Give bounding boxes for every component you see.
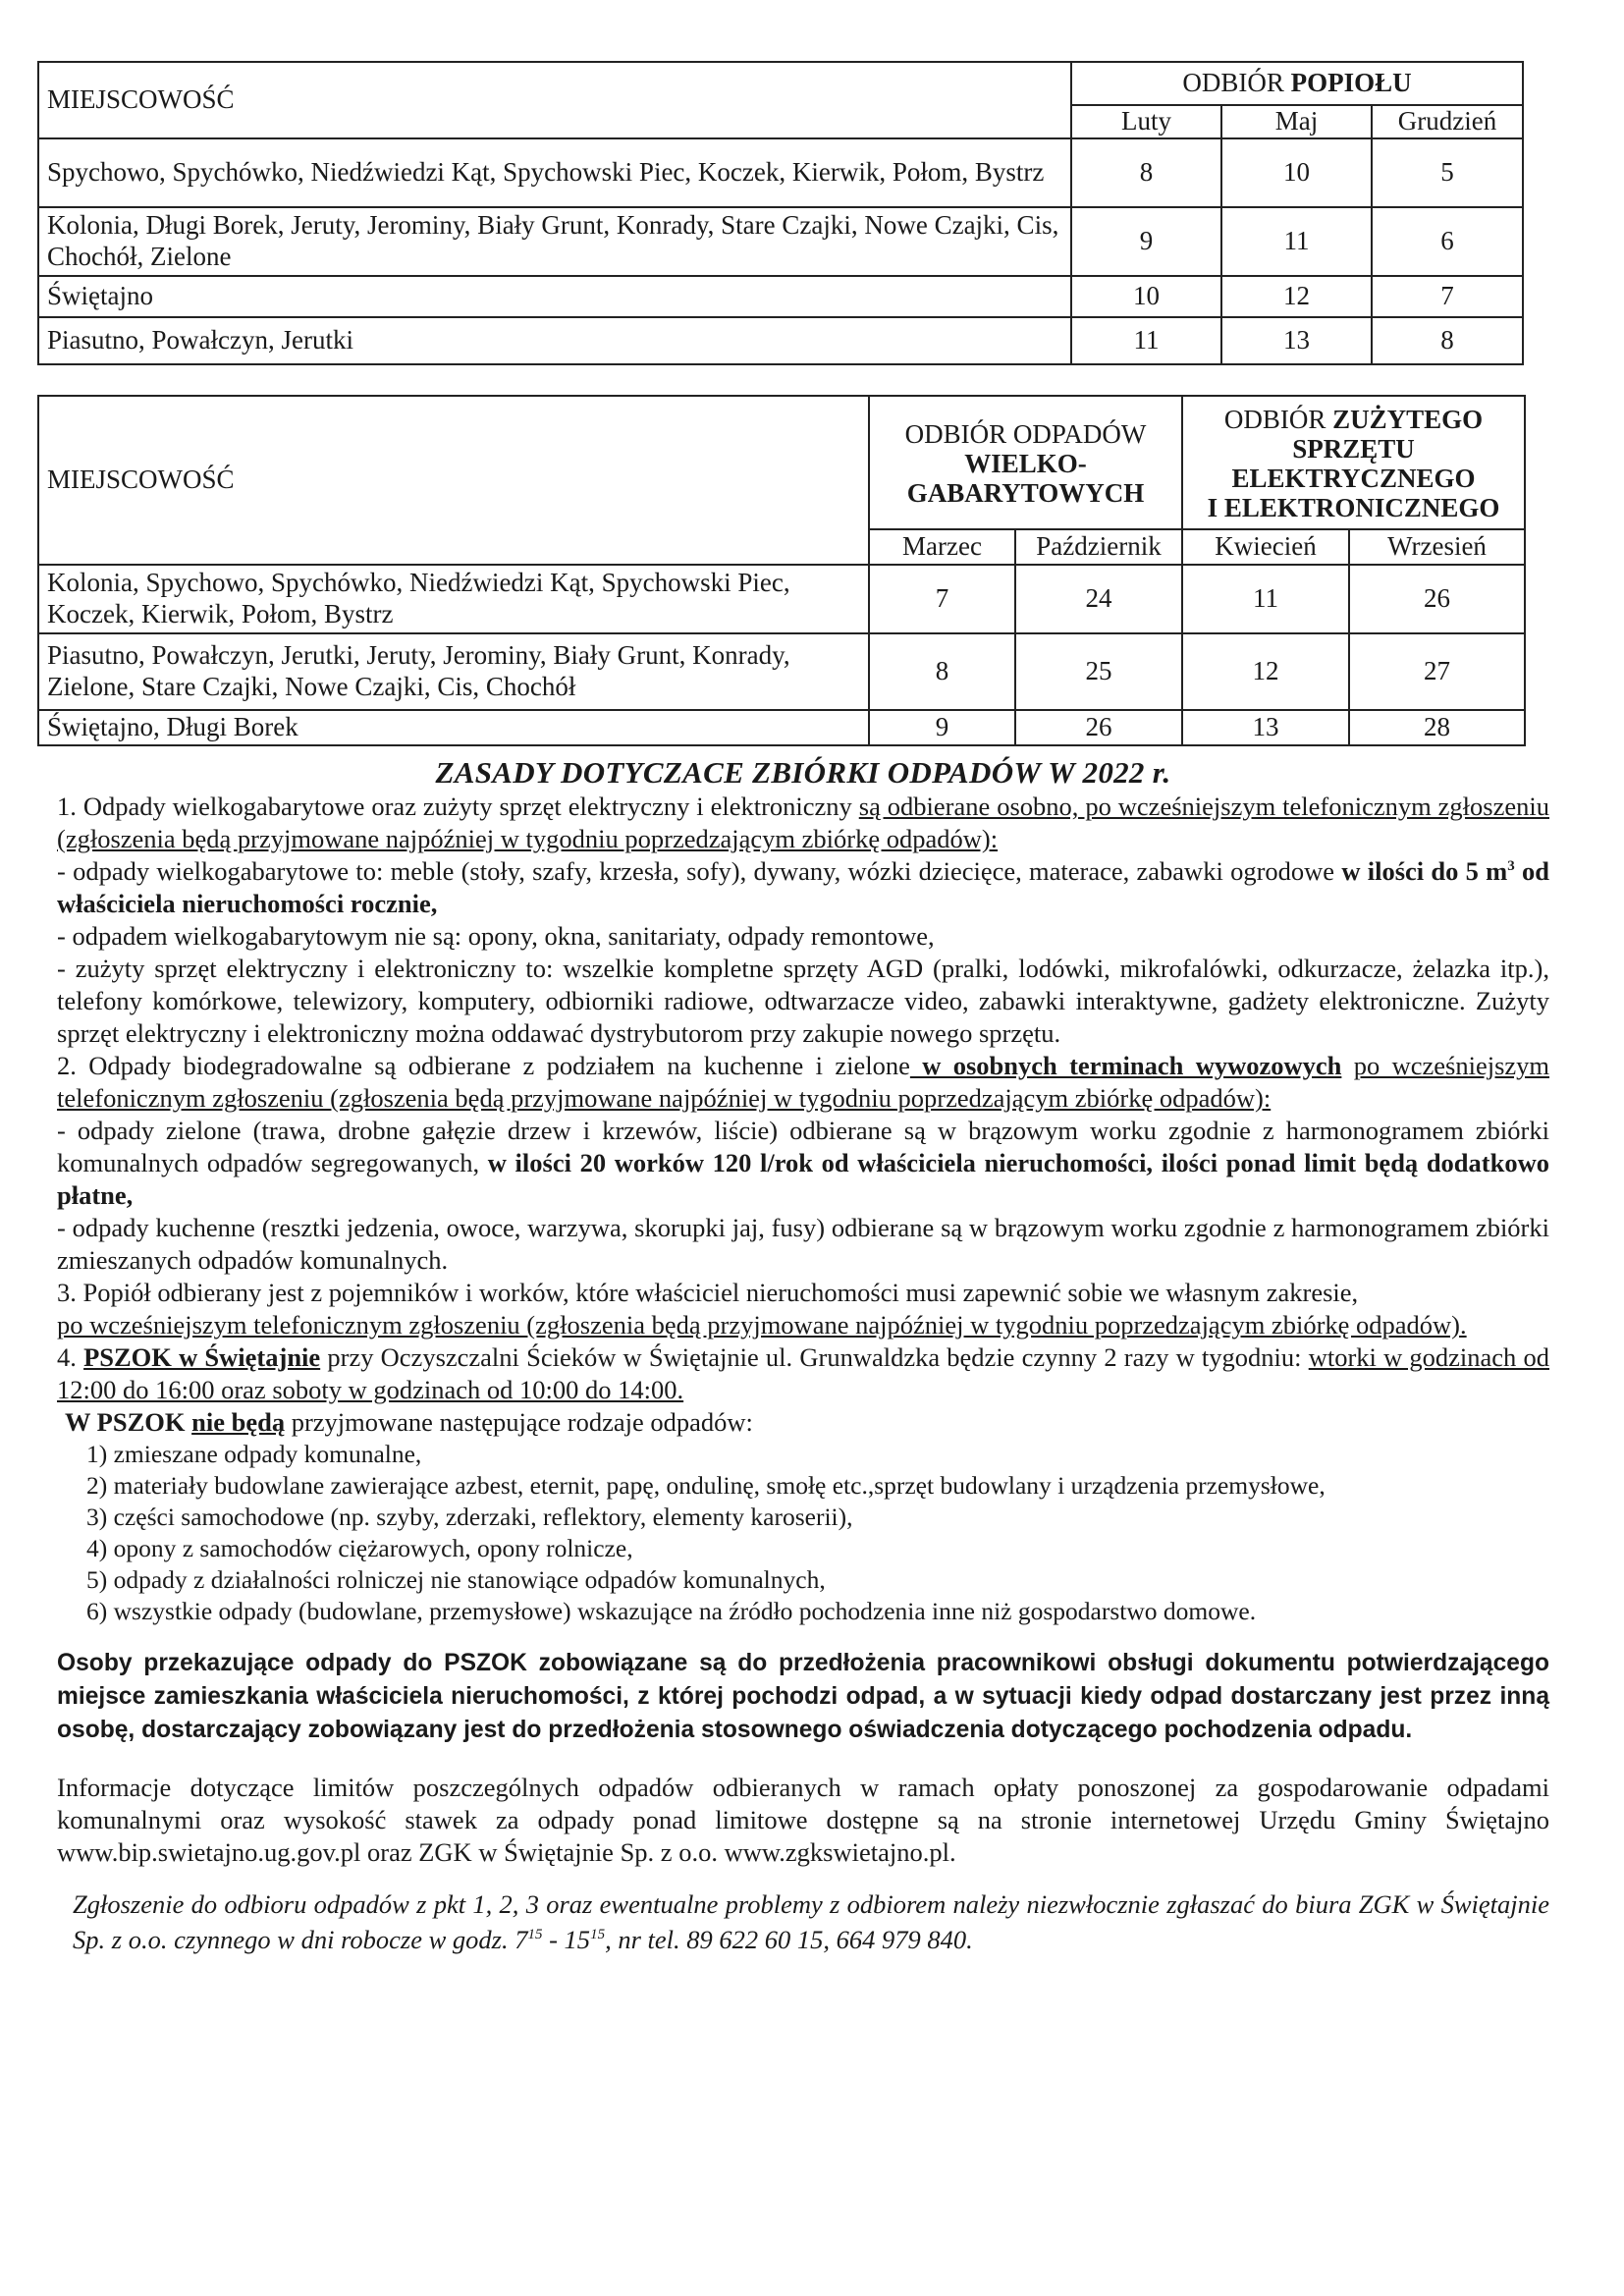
rule-1-bulky: - odpady wielkogabarytowe to: meble (stoły, szafy, krzesła, sofy), dywany, wózki dziecięce, materace, zabawki ogrodowe w ilości do 5 $m^3$ od właściciela nieruchomości rocznie, — [57, 856, 1549, 918]
table-row — [38, 317, 1523, 364]
list-item: 5) odpady z działalności rolniczej nie stanowiące odpadów komunalnych, — [86, 1565, 826, 1594]
place-cell: Spychowo, Spychówko, Niedźwiedzi Kąt, Spychowski Piec, Koczek, Kierwik, Połom, Bystrz — [38, 138, 1071, 207]
rule-1: 1. Odpady wielkogabarytowe oraz zużyty sprzęt elektryczny i elektroniczny są odbierane osobno, po wcześniejszym telefonicznym zgłoszeniu (zgłoszenia będą przyjmowane najpóźniej w tygodniu poprzedzającym zbiórkę odpadów): — [57, 792, 1549, 853]
date-cell: 24 — [1015, 565, 1182, 633]
table-row — [38, 138, 1523, 207]
month-header: Październik — [1015, 529, 1182, 565]
date-cell: 13 — [1221, 317, 1372, 364]
date-cell: 8 — [869, 633, 1015, 710]
month-header: Kwiecień — [1182, 529, 1349, 565]
pszok-ban-intro: W PSZOK nie będą przyjmowane następujące rodzaje odpadów: — [65, 1407, 753, 1437]
month-header: Maj — [1221, 105, 1372, 138]
list-item: 4) opony z samochodów ciężarowych, opony rolnicze, — [86, 1534, 633, 1562]
date-cell: 8 — [1071, 138, 1221, 207]
month-header: Marzec — [869, 529, 1015, 565]
ash-collection-table — [37, 61, 1524, 365]
collection-rules — [57, 756, 1549, 1957]
date-cell: 8 — [1372, 317, 1523, 364]
date-cell: 28 — [1349, 710, 1525, 745]
date-cell: 13 — [1182, 710, 1349, 745]
date-cell: 26 — [1349, 565, 1525, 633]
pszok-document-note: Osoby przekazujące odpady do PSZOK zobowiązane są do przedłożenia pracownikowi obsługi dokumentu potwierdzającego miejsce zamieszkania właściciela nieruchomości, z której pochodzi odpad, a w sytuacji kiedy odpad dostarczany jest przez inną osobę, dostarczający zobowiązany jest do przedłożenia stosownego oświadczenia dotyczącego pochodzenia odpadu. — [57, 1650, 1549, 1743]
limits-info: Informacje dotyczące limitów poszczególnych odpadów odbieranych w ramach opłaty ponoszonej za gospodarowanie odpadami komunalnymi oraz wysokość stawek za odpady ponad limitowe dostępne są na stronie internetowej Urzędu Gminy Świętajno www.bip.swietajno.ug.gov.pl oraz ZGK w Świętajnie Sp. z o.o. www.zgkswietajno.pl. — [57, 1772, 1549, 1867]
rule-4: 4. PSZOK w Świętajnie przy Oczyszczalni Ścieków w Świętajnie ul. Grunwaldzka będzie czynny 2 razy w tygodniu: wtorki w godzinach od 12:00 do 16:00 oraz soboty w godzinach od 10:00 do 14:00. — [57, 1342, 1550, 1404]
ash-pickup-header: ODBIÓR POPIOŁU — [1071, 62, 1523, 105]
date-cell: 12 — [1182, 633, 1349, 710]
month-header: Wrzesień — [1349, 529, 1525, 565]
place-cell: Świętajno — [38, 276, 1071, 317]
date-cell: 6 — [1372, 207, 1523, 276]
table-row — [38, 565, 1525, 633]
list-item: 3) części samochodowe (np. szyby, zderzaki, reflektory, elementy karoserii), — [86, 1503, 853, 1531]
date-cell: 10 — [1071, 276, 1221, 317]
table-row — [38, 633, 1525, 710]
date-cell: 9 — [869, 710, 1015, 745]
date-cell: 9 — [1071, 207, 1221, 276]
bulky-waste-header: ODBIÓR ODPADÓW WIELKO- GABARYTOWYCH — [869, 396, 1182, 529]
table-row — [38, 276, 1523, 317]
rule-3: 3. Popiół odbierany jest z pojemników i worków, które właściciel nieruchomości musi zapewnić sobie we własnym zakresie, — [57, 1278, 1359, 1307]
date-cell: 5 — [1372, 138, 1523, 207]
date-cell: 27 — [1349, 633, 1525, 710]
rule-2-green: - odpady zielone (trawa, drobne gałęzie drzew i krzewów, liście) odbierane są w brązowym worku zgodnie z harmonogramem zbiórki komunalnych odpadów segregowanych, w ilości 20 worków 120 l/rok od właściciela nieruchomości, ilości ponad limit będą dodatkowo płatne, — [57, 1116, 1549, 1210]
date-cell: 10 — [1221, 138, 1372, 207]
list-item: 1) zmieszane odpady komunalne, — [86, 1440, 422, 1468]
place-column-header: MIEJSCOWOŚĆ — [38, 396, 869, 565]
bulky-and-electronics-table — [37, 395, 1526, 746]
date-cell: 12 — [1221, 276, 1372, 317]
date-cell: 7 — [1372, 276, 1523, 317]
date-cell: 11 — [1071, 317, 1221, 364]
contact-note: Zgłoszenie do odbioru odpadów z pkt 1, 2, 3 oraz ewentualne problemy z odbiorem należy niezwłocznie zgłaszać do biura ZGK w Świętajnie Sp. z o.o. czynnego w dni robocze w godz. $7^{15} - 15^{15}$, nr tel. 89 622 60 15, 664 979 840. — [73, 1888, 1549, 1954]
rule-1-not-bulky: - odpadem wielkogabarytowym nie są: opony, okna, sanitariaty, odpady remontowe, — [57, 921, 935, 951]
rule-2: 2. Odpady biodegradowalne są odbierane z podziałem na kuchenne i zielone w osobnych terminach wywozowych po wcześniejszym telefonicznym zgłoszeniu (zgłoszenia będą przyjmowane najpóźniej w tygodniu poprzedzającym zbiórkę odpadów): — [57, 1051, 1550, 1113]
list-item: 2) materiały budowlane zawierające azbest, eternit, papę, ondulinę, smołę etc.,sprzęt budowlany i urządzenia przemysłowe, — [86, 1471, 1326, 1500]
date-cell: 11 — [1221, 207, 1372, 276]
rules-title: ZASADY DOTYCZACE ZBIÓRKI ODPADÓW W 2022 r. — [435, 755, 1171, 790]
table-row — [38, 710, 1525, 745]
place-cell: Świętajno, Długi Borek — [38, 710, 869, 745]
list-item: 6) wszystkie odpady (budowlane, przemysłowe) wskazujące na źródło pochodzenia inne niż gospodarstwo domowe. — [86, 1597, 1257, 1625]
date-cell: 7 — [869, 565, 1015, 633]
place-cell: Piasutno, Powałczyn, Jerutki, Jeruty, Jerominy, Biały Grunt, Konrady, Zielone, Stare Czajki, Nowe Czajki, Cis, Chochół — [38, 633, 869, 710]
place-cell: Kolonia, Długi Borek, Jeruty, Jerominy, Biały Grunt, Konrady, Stare Czajki, Nowe Czajki, Cis, Chochół, Zielone — [38, 207, 1071, 276]
pszok-banned-list — [57, 1439, 1549, 1627]
table-row — [38, 207, 1523, 276]
rule-2-kitchen: - odpady kuchenne (resztki jedzenia, owoce, warzywa, skorupki jaj, fusy) odbierane są w brązowym worku zgodnie z harmonogramem zbiórki zmieszanych odpadów komunalnych. — [57, 1213, 1549, 1275]
date-cell: 11 — [1182, 565, 1349, 633]
place-cell: Kolonia, Spychowo, Spychówko, Niedźwiedzi Kąt, Spychowski Piec, Koczek, Kierwik, Połom, Bystrz — [38, 565, 869, 633]
rule-3-notice: po wcześniejszym telefonicznym zgłoszeniu (zgłoszenia będą przyjmowane najpóźniej w tygodniu poprzedzającym zbiórkę odpadów). — [57, 1310, 1467, 1339]
month-header: Luty — [1071, 105, 1221, 138]
electronics-header: ODBIÓR ZUŻYTEGO SPRZĘTU ELEKTRYCZNEGO I ELEKTRONICZNEGO — [1182, 396, 1525, 529]
date-cell: 25 — [1015, 633, 1182, 710]
rule-1-electronics: - zużyty sprzęt elektryczny i elektroniczny to: wszelkie kompletne sprzęty AGD (pralki, lodówki, mikrofalówki, odkurzacze, żelazka itp.), telefony komórkowe, telewizory, komputery, odbiorniki radiowe, odtwarzacze video, zabawki interaktywne, gadżety elektroniczne. Zużyty sprzęt elektryczny i elektroniczny można oddawać dystrybutorom przy zakupie nowego sprzętu. — [57, 954, 1549, 1048]
place-column-header: MIEJSCOWOŚĆ — [38, 62, 1071, 138]
month-header: Grudzień — [1372, 105, 1523, 138]
date-cell: 26 — [1015, 710, 1182, 745]
place-cell: Piasutno, Powałczyn, Jerutki — [38, 317, 1071, 364]
